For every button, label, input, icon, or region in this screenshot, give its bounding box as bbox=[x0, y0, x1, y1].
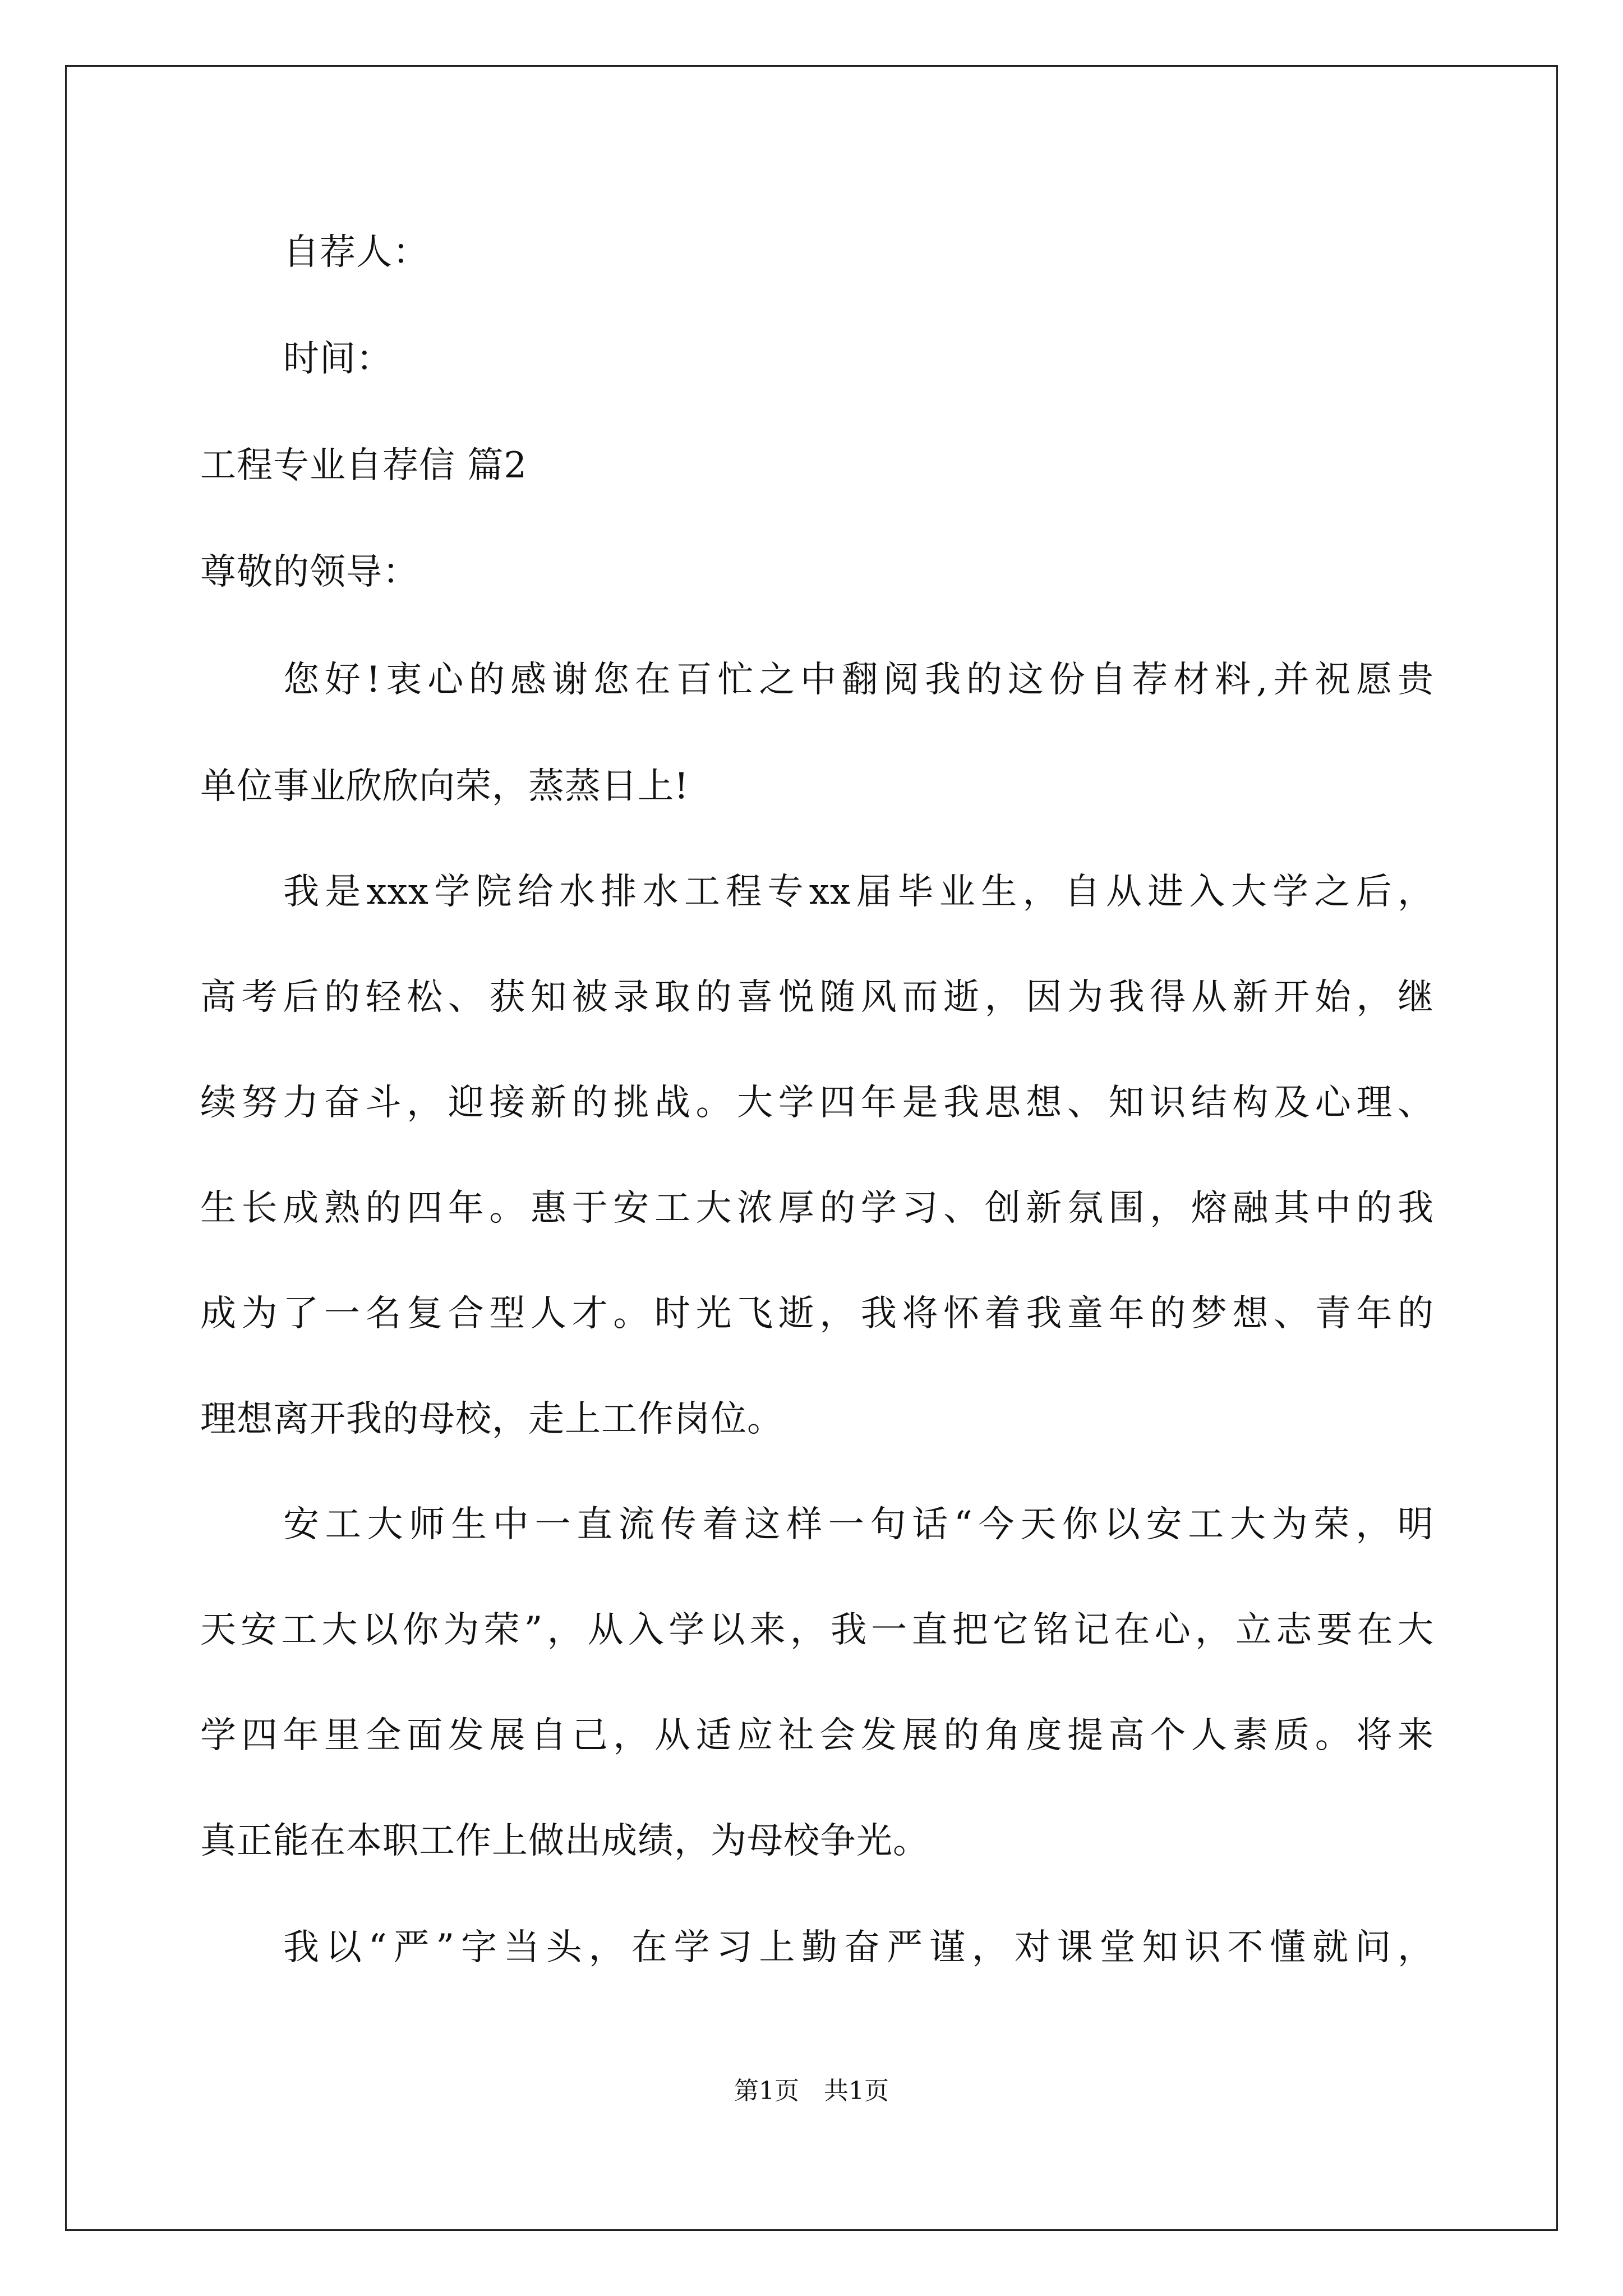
paragraph-2-line-2: 高考后的轻松、获知被录取的喜悦随风而逝，因为我得从新开始，继 bbox=[200, 977, 1434, 1018]
paragraph-1-line-2: 单位事业欣欣向荣，蒸蒸日上! bbox=[200, 766, 689, 807]
paragraph-2-line-6: 理想离开我的母校，走上工作岗位。 bbox=[200, 1398, 783, 1440]
paragraph-3-line-1: 安工大师生中一直流传着这样一句话“今天你以安工大为荣，明 bbox=[283, 1504, 1434, 1545]
paragraph-2-line-5: 成为了一名复合型人才。时光飞逝，我将怀着我童年的梦想、青年的 bbox=[200, 1293, 1434, 1335]
paragraph-4-line-1: 我以“严”字当头，在学习上勤奋严谨，对课堂知识不懂就问， bbox=[283, 1927, 1434, 1968]
salutation: 尊敬的领导： bbox=[200, 551, 419, 593]
paragraph-1-line-1: 您好!衷心的感谢您在百忙之中翻阅我的这份自荐材料,并祝愿贵 bbox=[283, 659, 1434, 701]
paragraph-3-line-3: 学四年里全面发展自己，从适应社会发展的角度提高个人素质。将来 bbox=[200, 1715, 1434, 1756]
section-heading: 工程专业自荐信 篇2 bbox=[200, 445, 528, 486]
paragraph-2-line-1: 我是xxx学院给水排水工程专xx届毕业生，自从进入大学之后， bbox=[283, 871, 1434, 913]
paragraph-3-line-2: 天安工大以你为荣”，从入学以来，我一直把它铭记在心，立志要在大 bbox=[200, 1609, 1434, 1651]
paragraph-2-line-4: 生长成熟的四年。惠于安工大浓厚的学习、创新氛围，熔融其中的我 bbox=[200, 1188, 1434, 1229]
page-footer: 第1页 共1页 bbox=[734, 2077, 889, 2105]
date-label: 时间： bbox=[283, 338, 393, 380]
paragraph-3-line-4: 真正能在本职工作上做出成绩，为母校争光。 bbox=[200, 1820, 929, 1862]
self-recommender-label: 自荐人： bbox=[283, 232, 429, 273]
page-border bbox=[65, 65, 1558, 2231]
paragraph-2-line-3: 续努力奋斗，迎接新的挑战。大学四年是我思想、知识结构及心理、 bbox=[200, 1082, 1434, 1124]
